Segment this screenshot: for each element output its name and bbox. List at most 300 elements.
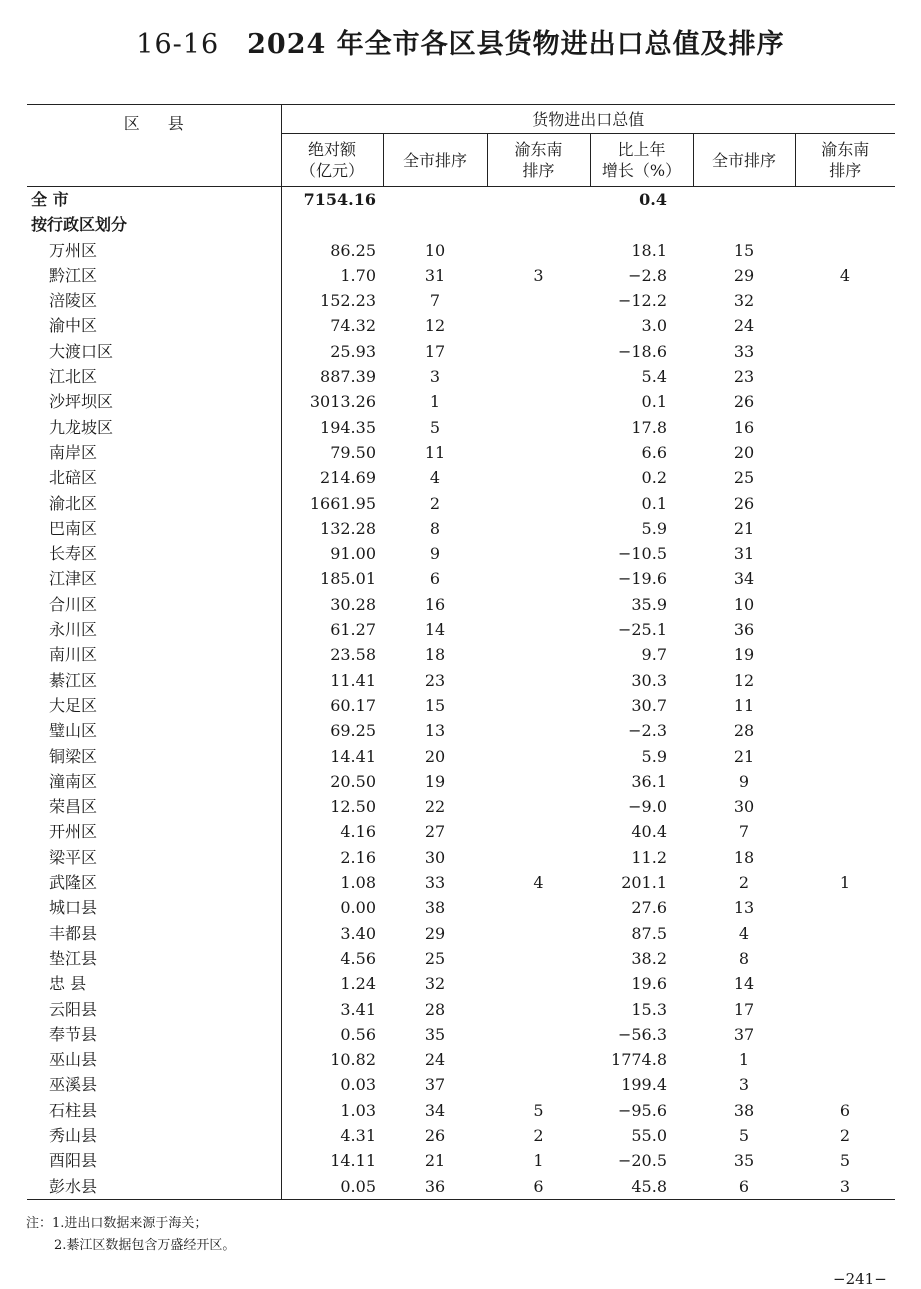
growth-cell: 15.3 <box>631 999 667 1019</box>
table-row <box>27 1022 895 1047</box>
growth-city-rank-cell: 32 <box>733 291 755 311</box>
amount-cell: 214.69 <box>320 468 376 488</box>
growth-cell: −20.5 <box>617 1151 667 1171</box>
note-1: 注：1.进出口数据来源于海关； <box>26 1216 208 1231</box>
growth-cell: 87.5 <box>631 923 667 943</box>
growth-southeast-rank-cell: 4 <box>839 265 851 285</box>
growth-cell: −18.6 <box>617 341 667 361</box>
growth-city-rank-cell: 16 <box>733 417 755 437</box>
southeast-rank-cell <box>487 364 590 389</box>
city-rank-cell: 24 <box>424 1050 446 1070</box>
growth-southeast-rank-cell: 3 <box>795 1174 895 1200</box>
district-name: 永川区 <box>27 617 281 642</box>
city-rank-cell: 37 <box>424 1075 446 1095</box>
growth-city-rank-cell: 3 <box>738 1075 750 1095</box>
note-2: 2.綦江区数据包含万盛经开区。 <box>54 1238 236 1253</box>
table-row <box>27 288 895 313</box>
table-row <box>27 1123 895 1148</box>
growth-cell: −95.6 <box>617 1100 667 1120</box>
growth-southeast-rank-cell <box>795 288 895 313</box>
district-name: 城口县 <box>27 895 281 920</box>
growth-cell: 6.6 <box>641 442 667 462</box>
growth-cell: 5.9 <box>641 746 667 766</box>
table-row <box>27 769 895 794</box>
amount-cell: 1.08 <box>340 873 376 893</box>
city-rank-cell: 10 <box>424 240 446 260</box>
city-rank-cell: 6 <box>429 569 441 589</box>
growth-cell: 30.3 <box>631 670 667 690</box>
growth-city-rank-cell: 5 <box>738 1125 750 1145</box>
growth-city-rank-cell: 24 <box>733 316 755 336</box>
southeast-rank-cell <box>487 1022 590 1047</box>
district-name: 南岸区 <box>27 440 281 465</box>
southeast-rank-cell <box>487 288 590 313</box>
southeast-rank-cell <box>487 693 590 718</box>
amount-cell: 20.50 <box>330 771 376 791</box>
city-rank-cell: 30 <box>424 847 446 867</box>
table-row <box>27 642 895 667</box>
page-number: −241− <box>833 1270 887 1288</box>
city-rank-cell: 23 <box>424 670 446 690</box>
city-rank-cell: 21 <box>424 1151 446 1171</box>
growth-cell: 45.8 <box>590 1174 693 1200</box>
district-name: 荣昌区 <box>27 794 281 819</box>
amount-cell: 887.39 <box>320 367 376 387</box>
district-name: 九龙坡区 <box>27 415 281 440</box>
city-rank-cell: 11 <box>424 442 446 462</box>
table-row <box>27 997 895 1022</box>
growth-city-rank-cell: 19 <box>733 645 755 665</box>
district-name: 涪陵区 <box>27 288 281 313</box>
growth-cell: 5.4 <box>641 367 667 387</box>
district-name: 南川区 <box>27 642 281 667</box>
growth-city-rank-cell: 31 <box>733 544 755 564</box>
southeast-rank-cell <box>487 566 590 591</box>
amount-cell: 61.27 <box>330 620 376 640</box>
growth-city-rank-cell: 12 <box>733 670 755 690</box>
city-rank-cell: 5 <box>429 417 441 437</box>
southeast-rank-cell <box>487 516 590 541</box>
table-row <box>27 819 895 844</box>
southeast-rank-cell: 2 <box>533 1125 544 1145</box>
growth-cell: 19.6 <box>631 974 667 994</box>
growth-southeast-rank-cell <box>795 364 895 389</box>
district-name: 武隆区 <box>27 870 281 895</box>
amount-cell: 11.41 <box>330 670 376 690</box>
city-rank-cell: 4 <box>429 468 441 488</box>
growth-city-rank-cell: 21 <box>733 518 755 538</box>
growth-cell: 18.1 <box>631 240 667 260</box>
table-row <box>27 693 895 718</box>
city-rank-cell: 26 <box>424 1125 446 1145</box>
southeast-rank-cell <box>487 718 590 743</box>
district-name: 巫溪县 <box>27 1072 281 1097</box>
growth-city-rank-cell: 36 <box>733 620 755 640</box>
header-growth-city-rank: 全市排序 <box>693 134 795 187</box>
growth-city-rank-cell: 30 <box>733 797 755 817</box>
growth-cell: 35.9 <box>631 594 667 614</box>
growth-city-rank-cell: 28 <box>733 721 755 741</box>
growth-city-rank-cell: 33 <box>733 341 755 361</box>
southeast-rank-cell <box>487 946 590 971</box>
growth-cell: 11.2 <box>631 847 667 867</box>
amount-cell: 152.23 <box>320 291 376 311</box>
growth-southeast-rank-cell <box>795 541 895 566</box>
growth-cell: −2.3 <box>628 721 667 741</box>
growth-southeast-rank-cell <box>795 440 895 465</box>
growth-cell: 55.0 <box>631 1125 667 1145</box>
growth-city-rank-cell: 7 <box>738 822 750 842</box>
growth-southeast-rank-cell <box>795 845 895 870</box>
table-row <box>27 617 895 642</box>
southeast-rank-cell <box>487 617 590 642</box>
district-name: 梁平区 <box>27 845 281 870</box>
district-name: 忠 县 <box>27 971 281 996</box>
table-row <box>27 1098 895 1123</box>
table-row <box>27 491 895 516</box>
table-row <box>27 440 895 465</box>
southeast-rank-cell: 4 <box>533 873 544 893</box>
growth-southeast-rank-cell <box>795 1022 895 1047</box>
district-name: 沙坪坝区 <box>27 389 281 414</box>
growth-southeast-rank-cell <box>795 946 895 971</box>
growth-city-rank-cell: 23 <box>733 367 755 387</box>
amount-cell: 30.28 <box>330 594 376 614</box>
southeast-rank-cell <box>487 389 590 414</box>
growth-city-rank-cell: 26 <box>733 392 755 412</box>
growth-cell: −25.1 <box>617 620 667 640</box>
city-rank-cell: 31 <box>424 265 446 285</box>
table-row <box>27 516 895 541</box>
growth-city-rank-cell: 11 <box>733 695 755 715</box>
growth-cell: 199.4 <box>621 1075 667 1095</box>
district-name: 奉节县 <box>27 1022 281 1047</box>
growth-city-rank-cell: 2 <box>738 873 750 893</box>
amount-cell: 194.35 <box>320 417 376 437</box>
growth-southeast-rank-cell <box>795 516 895 541</box>
amount-cell: 69.25 <box>330 721 376 741</box>
growth-southeast-rank-cell <box>795 921 895 946</box>
table-row <box>27 794 895 819</box>
district-name: 石柱县 <box>27 1098 281 1123</box>
header-district: 区县 <box>27 105 281 187</box>
amount-cell: 2.16 <box>340 847 376 867</box>
growth-city-rank-cell: 37 <box>733 1024 755 1044</box>
growth-southeast-rank-cell <box>795 794 895 819</box>
district-name: 渝中区 <box>27 313 281 338</box>
section-row <box>27 212 895 237</box>
header-growth: 比上年 增长（%） <box>590 134 693 187</box>
district-name: 开州区 <box>27 819 281 844</box>
city-rank-cell: 17 <box>424 341 446 361</box>
district-name: 江北区 <box>27 364 281 389</box>
southeast-rank-cell <box>487 668 590 693</box>
growth-southeast-rank-cell <box>795 718 895 743</box>
growth-southeast-rank-cell <box>795 313 895 338</box>
growth-cell: 9.7 <box>641 645 667 665</box>
table-row <box>27 921 895 946</box>
district-name: 长寿区 <box>27 541 281 566</box>
growth-cell: −56.3 <box>617 1024 667 1044</box>
amount-cell: 0.00 <box>340 898 376 918</box>
header-amount: 绝对额 （亿元） <box>281 134 383 187</box>
southeast-rank-cell <box>487 440 590 465</box>
city-rank-cell: 28 <box>424 999 446 1019</box>
growth-southeast-rank-cell: 6 <box>839 1100 851 1120</box>
city-rank-cell: 14 <box>424 620 446 640</box>
city-rank-cell: 15 <box>424 695 446 715</box>
table-row <box>27 238 895 263</box>
amount-cell: 3.40 <box>340 923 376 943</box>
district-name: 北碚区 <box>27 465 281 490</box>
amount-cell: 74.32 <box>330 316 376 336</box>
southeast-rank-cell <box>487 921 590 946</box>
southeast-rank-cell: 3 <box>533 265 544 285</box>
growth-city-rank-cell: 35 <box>733 1151 755 1171</box>
growth-cell: 40.4 <box>631 822 667 842</box>
southeast-rank-cell <box>487 819 590 844</box>
table-row <box>27 971 895 996</box>
growth-cell: 0.1 <box>641 392 667 412</box>
southeast-rank-cell <box>487 845 590 870</box>
table-title-text: 2024 年全市各区县货物进出口总值及排序 <box>247 29 785 60</box>
growth-cell: −10.5 <box>617 544 667 564</box>
city-rank-cell: 25 <box>424 948 446 968</box>
growth-city-rank-cell: 4 <box>738 923 750 943</box>
amount-cell: 25.93 <box>330 341 376 361</box>
growth-cell: 0.1 <box>641 493 667 513</box>
southeast-rank-cell: 5 <box>533 1100 544 1120</box>
city-rank-cell: 8 <box>429 518 441 538</box>
trade-table <box>27 104 895 1200</box>
district-name: 渝北区 <box>27 491 281 516</box>
table-row <box>27 465 895 490</box>
growth-city-rank-cell: 10 <box>733 594 755 614</box>
header-city-rank: 全市排序 <box>383 134 487 187</box>
growth-southeast-rank-cell <box>795 617 895 642</box>
growth-southeast-rank-cell <box>795 238 895 263</box>
amount-cell: 4.16 <box>340 822 376 842</box>
growth-southeast-rank-cell: 2 <box>839 1125 851 1145</box>
southeast-rank-cell <box>487 1047 590 1072</box>
table-row <box>27 592 895 617</box>
amount-cell: 4.56 <box>340 948 376 968</box>
district-name: 合川区 <box>27 592 281 617</box>
city-rank-cell: 18 <box>424 645 446 665</box>
table-row <box>27 339 895 364</box>
growth-cell: 5.9 <box>641 518 667 538</box>
city-rank-cell: 34 <box>424 1100 446 1120</box>
southeast-rank-cell <box>487 971 590 996</box>
growth-city-rank-cell: 14 <box>733 974 755 994</box>
amount-cell: 3013.26 <box>309 392 376 412</box>
city-rank-cell: 7 <box>429 291 441 311</box>
growth-southeast-rank-cell <box>795 819 895 844</box>
growth-cell: 201.1 <box>621 873 667 893</box>
table-row <box>27 415 895 440</box>
city-rank-cell: 32 <box>424 974 446 994</box>
amount-cell: 60.17 <box>330 695 376 715</box>
table-row <box>27 566 895 591</box>
total-row <box>27 187 895 213</box>
city-rank-cell: 29 <box>424 923 446 943</box>
district-name: 大渡口区 <box>27 339 281 364</box>
growth-southeast-rank-cell <box>795 895 895 920</box>
amount-cell: 12.50 <box>330 797 376 817</box>
growth-southeast-rank-cell <box>795 642 895 667</box>
southeast-rank-cell <box>487 895 590 920</box>
southeast-rank-cell <box>487 769 590 794</box>
growth-city-rank-cell: 1 <box>738 1050 750 1070</box>
growth-city-rank-cell: 18 <box>733 847 755 867</box>
southeast-rank-cell <box>487 541 590 566</box>
district-name: 黔江区 <box>27 263 281 288</box>
growth-southeast-rank-cell <box>795 744 895 769</box>
southeast-rank-cell <box>487 744 590 769</box>
city-rank-cell: 27 <box>424 822 446 842</box>
growth-city-rank-cell: 26 <box>733 493 755 513</box>
page-title <box>0 22 921 61</box>
southeast-rank-cell <box>487 465 590 490</box>
growth-cell: −2.8 <box>628 265 667 285</box>
growth-southeast-rank-cell <box>795 971 895 996</box>
total-amount: 7154.16 <box>303 190 376 209</box>
growth-city-rank-cell: 9 <box>738 771 750 791</box>
growth-cell: −19.6 <box>617 569 667 589</box>
table-row <box>27 263 895 288</box>
table-row <box>27 668 895 693</box>
district-name: 垫江县 <box>27 946 281 971</box>
growth-cell: 30.7 <box>631 695 667 715</box>
growth-city-rank-cell: 17 <box>733 999 755 1019</box>
district-name: 大足区 <box>27 693 281 718</box>
amount-cell: 3.41 <box>340 999 376 1019</box>
southeast-rank-cell <box>487 415 590 440</box>
southeast-rank-cell <box>487 238 590 263</box>
district-name: 铜梁区 <box>27 744 281 769</box>
city-rank-cell: 35 <box>424 1024 446 1044</box>
amount-cell: 0.03 <box>340 1075 376 1095</box>
table-row <box>27 541 895 566</box>
growth-southeast-rank-cell <box>795 1047 895 1072</box>
growth-southeast-rank-cell <box>795 592 895 617</box>
southeast-rank-cell <box>487 997 590 1022</box>
growth-southeast-rank-cell: 1 <box>839 873 851 893</box>
city-rank-cell: 2 <box>429 493 441 513</box>
growth-cell: 3.0 <box>641 316 667 336</box>
amount-cell: 10.82 <box>330 1050 376 1070</box>
district-name: 綦江区 <box>27 668 281 693</box>
southeast-rank-cell <box>487 339 590 364</box>
district-name: 江津区 <box>27 566 281 591</box>
table-row <box>27 946 895 971</box>
southeast-rank-cell <box>487 642 590 667</box>
growth-southeast-rank-cell <box>795 769 895 794</box>
amount-cell: 1.03 <box>340 1100 376 1120</box>
city-rank-cell: 19 <box>424 771 446 791</box>
growth-city-rank-cell: 20 <box>733 442 755 462</box>
southeast-rank-cell <box>487 592 590 617</box>
total-label: 全 市 <box>27 187 281 213</box>
growth-southeast-rank-cell <box>795 339 895 364</box>
southeast-rank-cell <box>487 313 590 338</box>
district-name: 巴南区 <box>27 516 281 541</box>
growth-city-rank-cell: 15 <box>733 240 755 260</box>
city-rank-cell: 13 <box>424 721 446 741</box>
city-rank-cell: 38 <box>424 898 446 918</box>
southeast-rank-cell <box>487 1072 590 1097</box>
city-rank-cell: 33 <box>424 873 446 893</box>
southeast-rank-cell: 6 <box>487 1174 590 1200</box>
table-row <box>27 718 895 743</box>
amount-cell: 1.70 <box>340 265 376 285</box>
city-rank-cell: 16 <box>424 594 446 614</box>
table-row <box>27 845 895 870</box>
growth-cell: 0.2 <box>641 468 667 488</box>
city-rank-cell: 20 <box>424 746 446 766</box>
header-growth-southeast-rank: 渝东南 排序 <box>795 134 895 187</box>
growth-city-rank-cell: 34 <box>733 569 755 589</box>
growth-cell: 38.2 <box>631 948 667 968</box>
growth-cell: 36.1 <box>631 771 667 791</box>
table-row <box>27 364 895 389</box>
table-row <box>27 1072 895 1097</box>
growth-city-rank-cell: 21 <box>733 746 755 766</box>
amount-cell: 0.05 <box>281 1174 383 1200</box>
amount-cell: 86.25 <box>330 240 376 260</box>
district-name: 巫山县 <box>27 1047 281 1072</box>
southeast-rank-cell <box>487 794 590 819</box>
table-row <box>27 1047 895 1072</box>
growth-southeast-rank-cell <box>795 693 895 718</box>
city-rank-cell: 22 <box>424 797 446 817</box>
amount-cell: 79.50 <box>330 442 376 462</box>
city-rank-cell: 1 <box>429 392 441 412</box>
city-rank-cell: 3 <box>429 367 441 387</box>
table-row <box>27 895 895 920</box>
amount-cell: 91.00 <box>330 544 376 564</box>
table-row <box>27 744 895 769</box>
growth-city-rank-cell: 8 <box>738 948 750 968</box>
total-growth: 0.4 <box>639 190 667 209</box>
table-row <box>27 389 895 414</box>
growth-cell: −12.2 <box>617 291 667 311</box>
header-group: 货物进出口总值 <box>281 105 895 134</box>
footnotes <box>26 1213 235 1257</box>
amount-cell: 1661.95 <box>309 493 376 513</box>
growth-southeast-rank-cell <box>795 465 895 490</box>
growth-southeast-rank-cell <box>795 997 895 1022</box>
section-label: 按行政区划分 <box>27 212 281 237</box>
district-name: 云阳县 <box>27 997 281 1022</box>
growth-southeast-rank-cell <box>795 415 895 440</box>
table-row <box>27 1174 895 1200</box>
amount-cell: 132.28 <box>320 518 376 538</box>
growth-city-rank-cell: 29 <box>733 265 755 285</box>
amount-cell: 14.11 <box>330 1151 376 1171</box>
amount-cell: 14.41 <box>330 746 376 766</box>
table-number: 16-16 <box>136 29 220 60</box>
district-name: 潼南区 <box>27 769 281 794</box>
growth-city-rank-cell: 6 <box>693 1174 795 1200</box>
growth-southeast-rank-cell <box>795 1072 895 1097</box>
growth-southeast-rank-cell <box>795 491 895 516</box>
growth-southeast-rank-cell <box>795 566 895 591</box>
table-row <box>27 1148 895 1173</box>
growth-southeast-rank-cell <box>795 668 895 693</box>
amount-cell: 0.56 <box>340 1024 376 1044</box>
amount-cell: 1.24 <box>340 974 376 994</box>
